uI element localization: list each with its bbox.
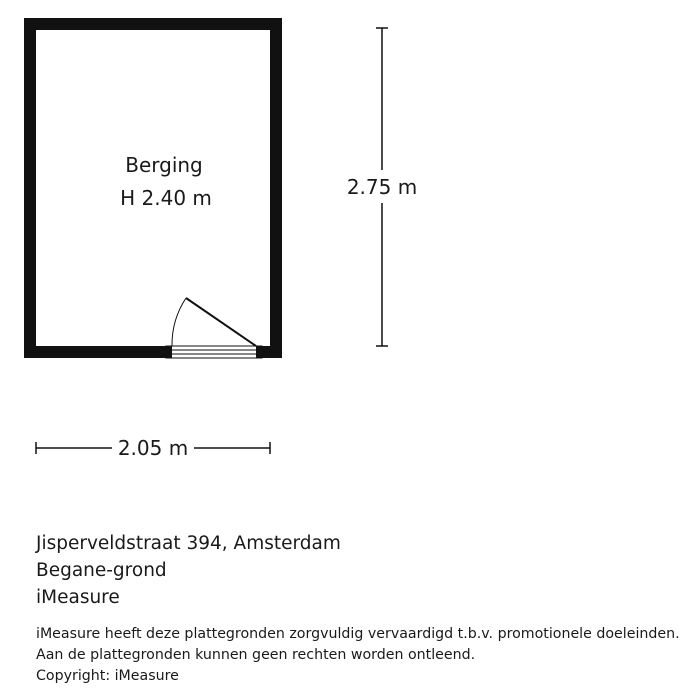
disclaimer [36,624,696,687]
company-name: iMeasure [36,587,120,608]
wall-bottom-right [262,346,282,358]
copyright-line: Copyright: iMeasure [36,668,179,684]
wall-bottom-left [24,346,166,358]
disclaimer-line-2: Aan de plattegronden kunnen geen rechten worden ontleend. [36,647,476,663]
floor-name: Begane-grond [36,560,167,581]
wall-top [24,18,282,30]
horizontal-dimension [36,436,270,460]
wall-right [270,18,282,358]
property-address: Jisperveldstraat 394, Amsterdam [36,533,341,554]
room-height: H 2.40 m [120,186,212,210]
wall-left [24,18,36,358]
door [166,298,262,358]
disclaimer-line-1: iMeasure heeft deze plattegronden zorgvuldig vervaardigd t.b.v. promotionele doeleinden. [36,626,680,642]
vertical-dimension-label: 2.75 m [346,175,418,199]
door-swing-arc [172,298,186,346]
room-name: Berging [125,153,203,177]
door-opening [166,346,262,358]
horizontal-dimension-label: 2.05 m [117,436,189,460]
property-info [36,530,696,611]
door-leaf [186,298,256,346]
vertical-dimension [347,28,417,346]
